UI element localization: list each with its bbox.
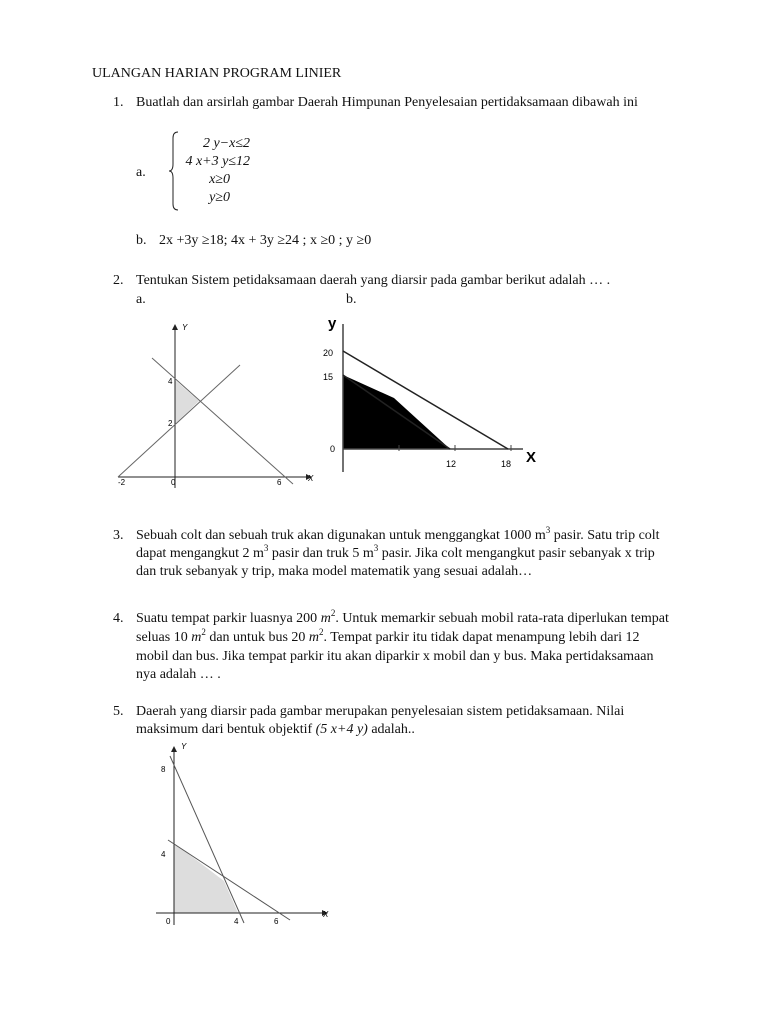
q4-line-3: mobil dan bus. Jika tempat parkir itu akan diparkir x mobil dan y bus. Maka pertidaksamaan (136, 649, 654, 664)
q3-line-1 (136, 525, 660, 544)
q2-text: Tentukan Sistem petidaksamaan daerah yang diarsir pada gambar berikut adalah … . (136, 273, 611, 288)
q4-unit: m (191, 630, 202, 645)
q1b-text: 2x +3y ≥18; 4x + 3y ≥24 ; x ≥0 ; y ≥0 (159, 233, 372, 248)
q3-line-2-text: dapat mengangkut 2 m (136, 546, 264, 561)
tick-x-6: 6 (274, 917, 279, 926)
q4-line-1-text: Suatu tempat parkir luasnya 200 (136, 611, 321, 626)
q5-line-1: Daerah yang diarsir pada gambar merupakan penyelesaian sistem petidaksamaan. Nilai (136, 704, 625, 719)
graph-5 (150, 740, 340, 935)
y-axis-arrow-icon (172, 324, 178, 330)
q3-number: 3. (113, 528, 124, 543)
q3-line-2-text-mid: pasir dan truk 5 m (268, 546, 374, 561)
q4-line-2 (136, 627, 640, 646)
q4-exponent: 2 (330, 608, 336, 618)
q1a-system (168, 130, 268, 212)
q4-exponent: 2 (201, 627, 206, 637)
tick-x-12: 12 (446, 459, 457, 469)
q1-number: 1. (113, 95, 124, 110)
graph-2a (110, 318, 320, 498)
system-line-3: x≥0 (209, 172, 230, 187)
q1a-label: a. (136, 165, 146, 180)
q4-line-1 (136, 608, 669, 627)
q4-line-4: nya adalah … . (136, 667, 221, 682)
q5-number: 5. (113, 704, 124, 719)
system-line-1: 2 y−x≤2 (202, 136, 250, 151)
q4-line-1-text-end: . Untuk memarkir sebuah mobil rata-rata diperlukan tempat (335, 611, 669, 626)
tick-x-neg2: -2 (118, 478, 126, 487)
q4-number: 4. (113, 611, 124, 626)
q5-line-2 (136, 722, 415, 738)
q4-line-2-text-end: . Tempat parkir itu tidak dapat menampung lebih dari 12 (323, 630, 640, 645)
tick-origin: 0 (166, 917, 171, 926)
q3-exponent: 3 (263, 543, 269, 553)
q2a-label: a. (136, 292, 146, 307)
q3-exponent: 3 (545, 525, 551, 535)
q3-line-3: dan truk sebanyak y trip, maka model matematik yang sesuai adalah… (136, 564, 533, 579)
tick-y-2: 2 (168, 419, 173, 428)
tick-y-15: 15 (323, 372, 334, 382)
tick-y-4: 4 (161, 850, 166, 859)
tick-x-18: 18 (501, 459, 512, 469)
y-axis-label: y (328, 315, 337, 332)
line-4x-6y-24 (152, 358, 293, 484)
q3-line-2-text-end: pasir. Jika colt mengangkut pasir sebanyak x trip (378, 546, 655, 561)
q4-unit: m (308, 630, 320, 645)
q3-line-1-text-end: pasir. Satu trip colt (550, 528, 660, 543)
q3-exponent: 3 (373, 543, 379, 553)
system-line-4: y≥0 (209, 190, 230, 205)
q4-line-2-text-mid: dan untuk bus 20 (205, 630, 309, 645)
tick-x-4: 4 (234, 917, 239, 926)
q5-line-2-text-end: adalah.. (367, 722, 415, 737)
q4-exponent: 2 (319, 627, 324, 637)
q3-line-2 (136, 543, 655, 562)
tick-y-8: 8 (161, 765, 166, 774)
x-axis-label: X (323, 910, 329, 919)
q1b-label: b. (136, 233, 147, 248)
y-axis-label: Y (182, 323, 188, 332)
tick-origin: 0 (171, 478, 176, 487)
shaded-region (175, 380, 199, 424)
shaded-region (174, 843, 238, 913)
tick-x-6: 6 (277, 478, 282, 487)
x-axis-label: X (526, 449, 537, 466)
y-axis-arrow-icon (171, 746, 177, 752)
x-axis-label: X (308, 474, 314, 483)
system-line-2: 4 x+3 y≤12 (185, 154, 250, 169)
tick-origin: 0 (330, 444, 336, 454)
q4-unit: m (320, 611, 331, 626)
q2-number: 2. (113, 273, 124, 288)
graph-2b (318, 312, 543, 484)
q5-line-2-text: maksimum dari bentuk objektif (136, 722, 316, 737)
left-brace-icon (168, 130, 180, 212)
y-axis-label: Y (181, 742, 187, 751)
page-title: ULANGAN HARIAN PROGRAM LINIER (92, 66, 342, 81)
q4-line-2-text: seluas 10 (136, 630, 192, 645)
q1-text: Buatlah dan arsirlah gambar Daerah Himpunan Penyelesaian pertidaksamaan dibawah ini (136, 95, 638, 110)
q3-line-1-text: Sebuah colt dan sebuah truk akan digunakan untuk menggangkat 1000 m (136, 528, 546, 543)
q2b-label: b. (346, 292, 357, 307)
q5-objective-expr: (5 x+4 y) (315, 722, 368, 737)
tick-y-20: 20 (323, 348, 334, 358)
tick-y-4: 4 (168, 377, 173, 386)
